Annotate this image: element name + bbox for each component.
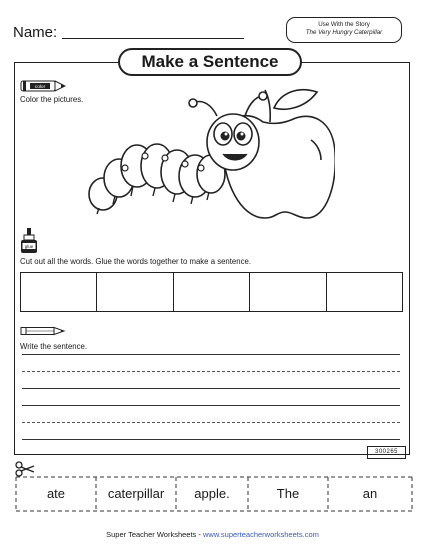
story-title: The Very Hungry Caterpillar bbox=[305, 29, 383, 36]
word-box[interactable] bbox=[97, 273, 173, 311]
word-box[interactable] bbox=[327, 273, 402, 311]
scissors-icon bbox=[16, 462, 34, 476]
page-title: Make a Sentence bbox=[118, 48, 302, 76]
writing-line-top[interactable] bbox=[22, 405, 400, 406]
glue-tag: glue bbox=[24, 244, 34, 249]
name-write-line[interactable] bbox=[62, 38, 244, 39]
crayon-icon bbox=[20, 80, 66, 92]
writing-line-bottom[interactable] bbox=[22, 388, 400, 389]
word-card-the[interactable]: The bbox=[276, 486, 300, 501]
glue-bottle-icon bbox=[19, 228, 39, 254]
writing-line-top[interactable] bbox=[22, 354, 400, 355]
story-reference-line: Use With the Story bbox=[318, 21, 370, 28]
name-label: Name: bbox=[13, 24, 58, 41]
writing-line-mid[interactable] bbox=[22, 371, 400, 372]
writing-line-bottom[interactable] bbox=[22, 439, 400, 440]
writing-line-mid[interactable] bbox=[22, 422, 400, 423]
footer-link[interactable]: www.superteacherworksheets.com bbox=[202, 530, 319, 539]
word-card-apple[interactable]: apple. bbox=[194, 486, 230, 501]
word-card-an[interactable]: an bbox=[362, 486, 378, 501]
glue-instruction: Cut out all the words. Glue the words together to make a sentence. bbox=[20, 257, 252, 266]
sentence-word-boxes bbox=[20, 272, 403, 312]
write-instruction: Write the sentence. bbox=[20, 342, 88, 351]
word-box[interactable] bbox=[174, 273, 250, 311]
worksheet-code: 300265 bbox=[367, 446, 406, 459]
word-box[interactable] bbox=[21, 273, 97, 311]
word-box[interactable] bbox=[250, 273, 326, 311]
footer-separator: - bbox=[196, 530, 203, 539]
crayon-tag: color bbox=[34, 85, 46, 90]
footer-brand: Super Teacher Worksheets bbox=[106, 530, 197, 539]
footer bbox=[0, 530, 425, 539]
story-reference-box bbox=[286, 17, 402, 43]
color-instruction: Color the pictures. bbox=[20, 95, 84, 104]
caterpillar-apple-illustration bbox=[85, 86, 335, 224]
word-card-ate[interactable]: ate bbox=[46, 486, 66, 501]
word-card-caterpillar[interactable]: caterpillar bbox=[107, 486, 165, 501]
pencil-icon bbox=[20, 326, 66, 336]
